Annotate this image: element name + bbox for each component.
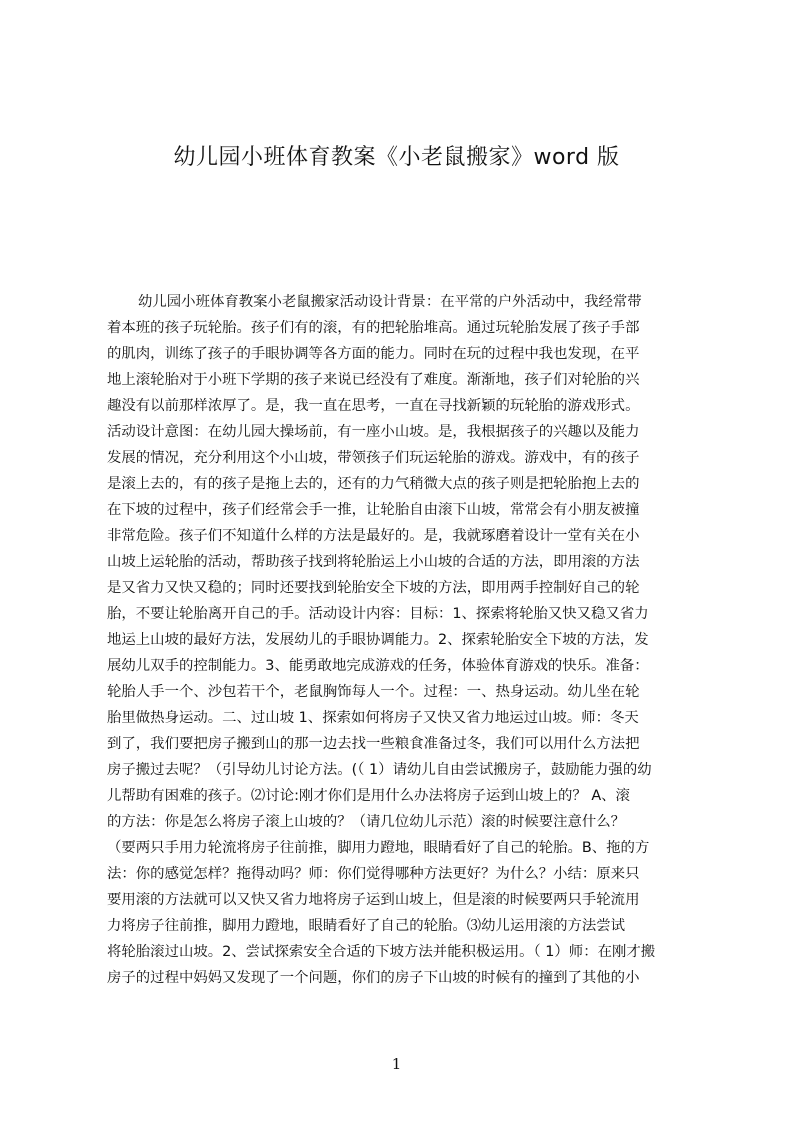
body-line: 到了，我们要把房子搬到山的那一边去找一些粮食准备过冬，我们可以用什么方法把 bbox=[107, 736, 640, 752]
document-body bbox=[107, 289, 698, 991]
body-line: 房子搬过去呢？（引导幼儿讨论方法。(（ 1）请幼儿自由尝试搬房子，鼓励能力强的幼 bbox=[107, 762, 652, 778]
body-line: 趣没有以前那样浓厚了。是，我一直在思考，一直在寻找新颖的玩轮胎的游戏形式。 bbox=[107, 398, 640, 414]
page-number: 1 bbox=[391, 1055, 402, 1073]
body-line: 儿帮助有困难的孩子。⑵讨论:刚才你们是用什么办法将房子运到山坡上的？ A、滚 bbox=[107, 788, 630, 804]
body-line: 力将房子往前推，脚用力蹬地，眼睛看好了自己的轮胎。⑶幼儿运用滚的方法尝试 bbox=[107, 918, 626, 934]
body-line: 活动设计意图：在幼儿园大操场前，有一座小山坡。是，我根据孩子的兴趣以及能力 bbox=[107, 424, 640, 440]
body-line: 房子的过程中妈妈又发现了一个问题，你们的房子下山坡的时候有的撞到了其他的小 bbox=[107, 970, 640, 986]
body-line: 的肌肉，训练了孩子的手眼协调等各方面的能力。同时在玩的过程中我也发现，在平 bbox=[107, 346, 640, 362]
body-line: 着本班的孩子玩轮胎。孩子们有的滚，有的把轮胎堆高。通过玩轮胎发展了孩子手部 bbox=[107, 320, 640, 336]
body-line: 要用滚的方法就可以又快又省力地将房子运到山坡上，但是滚的时候要两只手轮流用 bbox=[107, 892, 640, 908]
body-line: 发展的情况，充分利用这个小山坡，带领孩子们玩运轮胎的游戏。游戏中，有的孩子 bbox=[107, 450, 640, 466]
body-line: 展幼儿双手的控制能力。3、能勇敢地完成游戏的任务，体验体育游戏的快乐。准备： bbox=[107, 658, 649, 674]
body-line: 是又省力又快又稳的；同时还要找到轮胎安全下坡的方法，即用两手控制好自己的轮 bbox=[107, 580, 640, 596]
body-line: 法：你的感觉怎样？拖得动吗？师：你们觉得哪种方法更好？为什么？小结：原来只 bbox=[107, 866, 640, 882]
body-line: 地上滚轮胎对于小班下学期的孩子来说已经没有了难度。渐渐地，孩子们对轮胎的兴 bbox=[107, 372, 640, 388]
body-line: 非常危险。孩子们不知道什么样的方法是最好的。是，我就琢磨着设计一堂有关在小 bbox=[107, 528, 640, 544]
body-line: 胎，不要让轮胎离开自己的手。活动设计内容：目标：1、探索将轮胎又快又稳又省力 bbox=[107, 606, 649, 622]
body-line: 胎里做热身运动。二、过山坡 1、探索如何将房子又快又省力地运过山坡。师：冬天 bbox=[107, 710, 639, 726]
body-line: 是滚上去的，有的孩子是拖上去的，还有的力气稍微大点的孩子则是把轮胎抱上去的 bbox=[107, 476, 640, 492]
body-line: 将轮胎滚过山坡。2、尝试探索安全合适的下坡方法并能积极运用。（ 1）师：在刚才搬 bbox=[107, 944, 656, 960]
document-title: 幼儿园小班体育教案《小老鼠搬家》word 版 bbox=[173, 145, 620, 170]
body-line: 在下坡的过程中，孩子们经常会手一推，让轮胎自由滚下山坡，常常会有小朋友被撞 bbox=[107, 502, 640, 518]
body-line: 轮胎人手一个、沙包若干个，老鼠胸饰每人一个。过程：一、热身运动。幼儿坐在轮 bbox=[107, 684, 640, 700]
body-line: 幼儿园小班体育教案小老鼠搬家活动设计背景：在平常的户外活动中，我经常带 bbox=[138, 294, 642, 310]
body-line: （要两只手用力轮流将房子往前推，脚用力蹬地，眼睛看好了自己的轮胎。B、拖的方 bbox=[107, 840, 650, 856]
body-line: 地运上山坡的最好方法，发展幼儿的手眼协调能力。2、探索轮胎安全下坡的方法，发 bbox=[107, 632, 649, 648]
body-line: 山坡上运轮胎的活动，帮助孩子找到将轮胎运上小山坡的合适的方法，即用滚的方法 bbox=[107, 554, 640, 570]
body-line: 的方法：你是怎么将房子滚上山坡的？（请几位幼儿示范）滚的时候要注意什么？ bbox=[107, 814, 626, 830]
